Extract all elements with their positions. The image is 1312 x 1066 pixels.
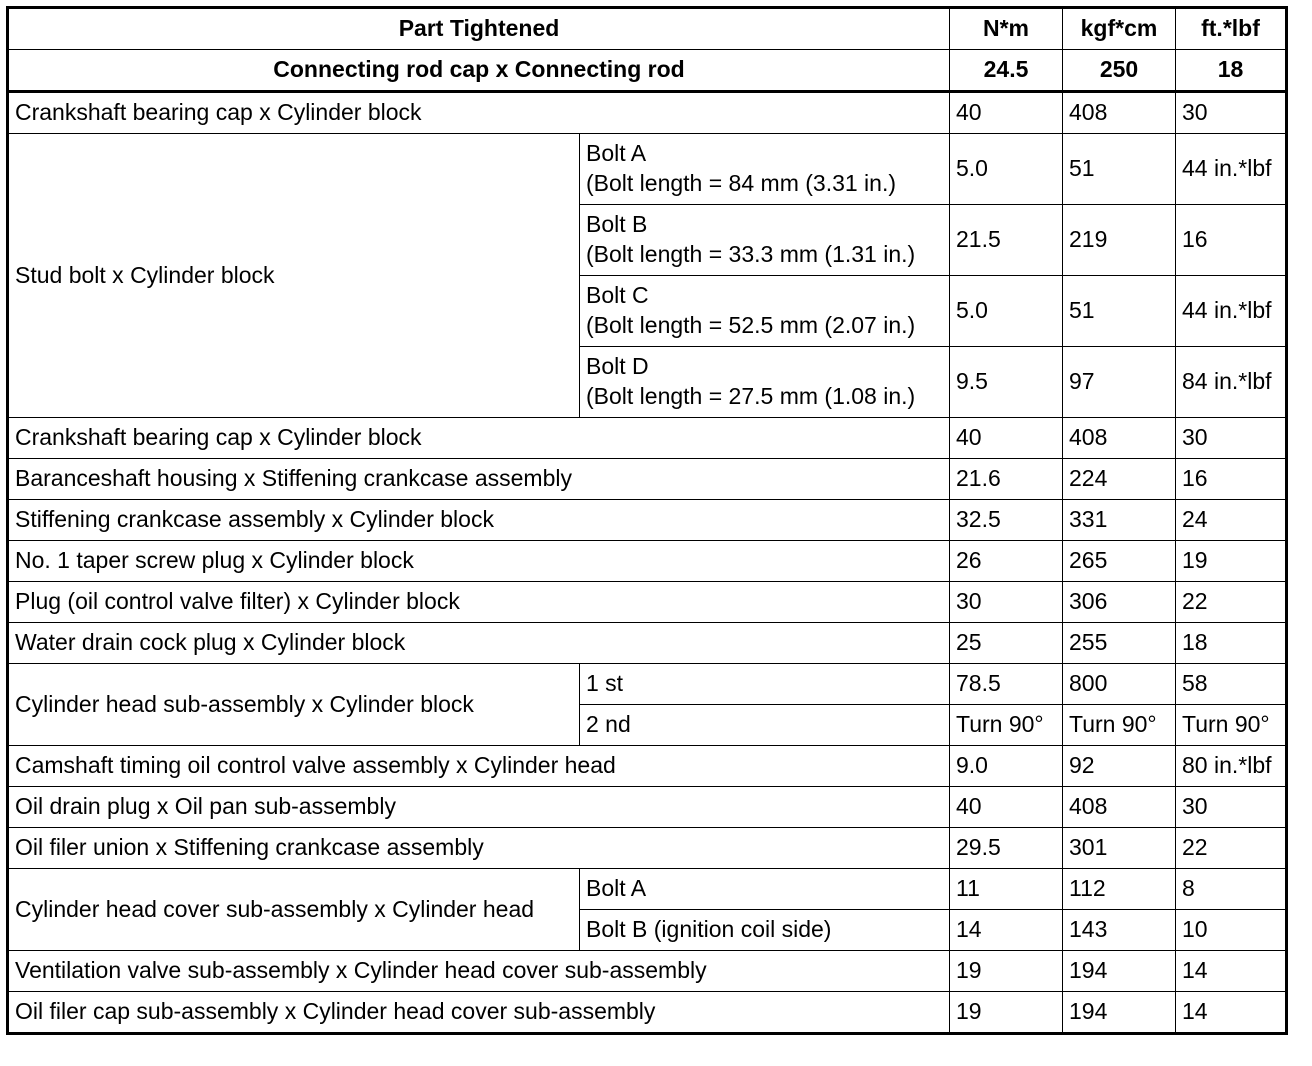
sub-part-cell	[580, 134, 950, 205]
table-row	[8, 92, 1287, 134]
ftlbf-cell: 30	[1176, 787, 1287, 828]
nm-cell: 40	[950, 92, 1063, 134]
sub-part-name: Bolt D	[586, 353, 649, 380]
kgfcm-cell: 408	[1063, 418, 1176, 459]
sub-part-cell	[580, 347, 950, 418]
ftlbf-cell: 30	[1176, 92, 1287, 134]
part-cell: Oil filer cap sub-assembly x Cylinder head cover sub-assembly	[8, 992, 950, 1034]
sub-part-detail: (Bolt length = 33.3 mm (1.31 in.)	[586, 241, 916, 267]
header-row	[8, 8, 1287, 50]
header-kgfcm: kgf*cm	[1063, 8, 1176, 50]
kgfcm-cell: 194	[1063, 992, 1176, 1034]
ftlbf-cell: 14	[1176, 992, 1287, 1034]
ftlbf-cell: Turn 90°	[1176, 705, 1287, 746]
table-row	[8, 869, 1287, 910]
kgfcm-cell: 143	[1063, 910, 1176, 951]
table-row	[8, 582, 1287, 623]
kgfcm-cell: 92	[1063, 746, 1176, 787]
part-cell: Crankshaft bearing cap x Cylinder block	[8, 418, 950, 459]
kgfcm-cell: 219	[1063, 205, 1176, 276]
part-cell: Ventilation valve sub-assembly x Cylinder head cover sub-assembly	[8, 951, 950, 992]
sub-part-cell: 1 st	[580, 664, 950, 705]
torque-specification-table	[6, 6, 1288, 1035]
nm-cell: Turn 90°	[950, 705, 1063, 746]
kgfcm-cell: Turn 90°	[1063, 705, 1176, 746]
ftlbf-cell: 84 in.*lbf	[1176, 347, 1287, 418]
ftlbf-cell: 16	[1176, 459, 1287, 500]
nm-cell: 29.5	[950, 828, 1063, 869]
ftlbf-cell: 58	[1176, 664, 1287, 705]
sub-part-cell	[580, 205, 950, 276]
kgfcm-cell: 800	[1063, 664, 1176, 705]
nm-cell: 21.6	[950, 459, 1063, 500]
part-cell: Stud bolt x Cylinder block	[8, 134, 580, 418]
kgfcm-cell: 51	[1063, 134, 1176, 205]
ftlbf-cell: 44 in.*lbf	[1176, 276, 1287, 347]
kgfcm-cell: 194	[1063, 951, 1176, 992]
highlight-ftlbf: 18	[1176, 50, 1287, 92]
nm-cell: 14	[950, 910, 1063, 951]
nm-cell: 9.5	[950, 347, 1063, 418]
ftlbf-cell: 44 in.*lbf	[1176, 134, 1287, 205]
nm-cell: 25	[950, 623, 1063, 664]
kgfcm-cell: 224	[1063, 459, 1176, 500]
ftlbf-cell: 24	[1176, 500, 1287, 541]
nm-cell: 21.5	[950, 205, 1063, 276]
table-row	[8, 500, 1287, 541]
nm-cell: 78.5	[950, 664, 1063, 705]
kgfcm-cell: 255	[1063, 623, 1176, 664]
kgfcm-cell: 265	[1063, 541, 1176, 582]
table-row	[8, 459, 1287, 500]
header-ftlbf: ft.*lbf	[1176, 8, 1287, 50]
table-row	[8, 134, 1287, 205]
sub-part-cell: 2 nd	[580, 705, 950, 746]
part-cell: No. 1 taper screw plug x Cylinder block	[8, 541, 950, 582]
ftlbf-cell: 16	[1176, 205, 1287, 276]
nm-cell: 30	[950, 582, 1063, 623]
highlight-nm: 24.5	[950, 50, 1063, 92]
kgfcm-cell: 331	[1063, 500, 1176, 541]
kgfcm-cell: 51	[1063, 276, 1176, 347]
part-cell: Camshaft timing oil control valve assembly x Cylinder head	[8, 746, 950, 787]
ftlbf-cell: 80 in.*lbf	[1176, 746, 1287, 787]
table-row	[8, 951, 1287, 992]
nm-cell: 9.0	[950, 746, 1063, 787]
table-row	[8, 623, 1287, 664]
table-row	[8, 541, 1287, 582]
sub-part-detail: (Bolt length = 52.5 mm (2.07 in.)	[586, 312, 916, 338]
table-row	[8, 787, 1287, 828]
part-cell: Cylinder head sub-assembly x Cylinder block	[8, 664, 580, 746]
nm-cell: 5.0	[950, 276, 1063, 347]
part-cell: Crankshaft bearing cap x Cylinder block	[8, 92, 950, 134]
table-row	[8, 828, 1287, 869]
highlight-part: Connecting rod cap x Connecting rod	[8, 50, 950, 92]
ftlbf-cell: 14	[1176, 951, 1287, 992]
nm-cell: 26	[950, 541, 1063, 582]
kgfcm-cell: 112	[1063, 869, 1176, 910]
ftlbf-cell: 19	[1176, 541, 1287, 582]
sub-part-detail: (Bolt length = 27.5 mm (1.08 in.)	[586, 383, 916, 409]
part-cell: Cylinder head cover sub-assembly x Cylinder head	[8, 869, 580, 951]
part-cell: Plug (oil control valve filter) x Cylinder block	[8, 582, 950, 623]
highlight-kgfcm: 250	[1063, 50, 1176, 92]
kgfcm-cell: 97	[1063, 347, 1176, 418]
sub-part-name: Bolt B	[586, 211, 648, 238]
nm-cell: 5.0	[950, 134, 1063, 205]
ftlbf-cell: 8	[1176, 869, 1287, 910]
table-row	[8, 418, 1287, 459]
ftlbf-cell: 22	[1176, 582, 1287, 623]
kgfcm-cell: 408	[1063, 787, 1176, 828]
nm-cell: 40	[950, 418, 1063, 459]
ftlbf-cell: 22	[1176, 828, 1287, 869]
part-cell: Baranceshaft housing x Stiffening crankcase assembly	[8, 459, 950, 500]
nm-cell: 32.5	[950, 500, 1063, 541]
nm-cell: 11	[950, 869, 1063, 910]
table-row	[8, 746, 1287, 787]
sub-part-detail: (Bolt length = 84 mm (3.31 in.)	[586, 170, 897, 196]
kgfcm-cell: 306	[1063, 582, 1176, 623]
highlight-row	[8, 50, 1287, 92]
ftlbf-cell: 10	[1176, 910, 1287, 951]
sub-part-name: Bolt A	[586, 140, 647, 167]
table-row	[8, 992, 1287, 1034]
header-nm: N*m	[950, 8, 1063, 50]
ftlbf-cell: 30	[1176, 418, 1287, 459]
kgfcm-cell: 301	[1063, 828, 1176, 869]
sub-part-name: Bolt C	[586, 282, 649, 309]
part-cell: Oil drain plug x Oil pan sub-assembly	[8, 787, 950, 828]
nm-cell: 40	[950, 787, 1063, 828]
sub-part-cell: Bolt A	[580, 869, 950, 910]
table-row	[8, 664, 1287, 705]
sub-part-cell	[580, 276, 950, 347]
ftlbf-cell: 18	[1176, 623, 1287, 664]
part-cell: Stiffening crankcase assembly x Cylinder block	[8, 500, 950, 541]
part-cell: Oil filer union x Stiffening crankcase assembly	[8, 828, 950, 869]
nm-cell: 19	[950, 951, 1063, 992]
sub-part-cell: Bolt B (ignition coil side)	[580, 910, 950, 951]
part-cell: Water drain cock plug x Cylinder block	[8, 623, 950, 664]
nm-cell: 19	[950, 992, 1063, 1034]
header-part-tightened: Part Tightened	[8, 8, 950, 50]
kgfcm-cell: 408	[1063, 92, 1176, 134]
